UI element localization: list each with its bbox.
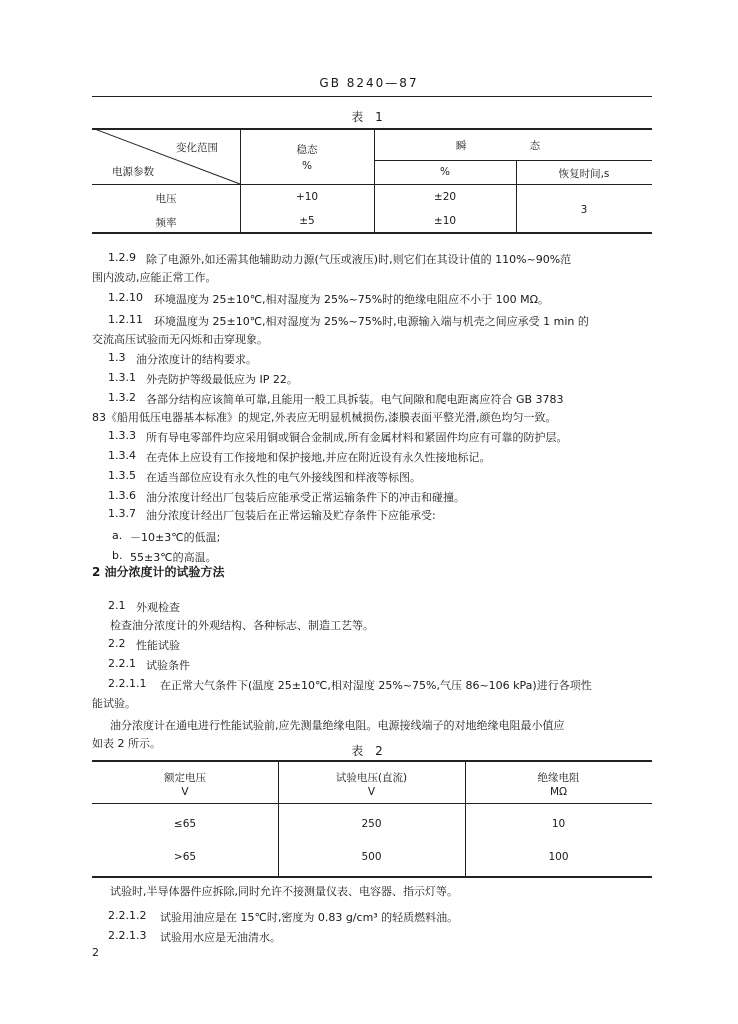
table2-cell: ≤65 xyxy=(173,818,197,830)
table1-recovery-value: 3 xyxy=(580,204,588,216)
paragraph-text: 试验用水应是无油清水。 xyxy=(160,931,281,944)
table1-caption: 表 1 xyxy=(351,110,387,124)
clause-number: b. xyxy=(112,549,123,562)
paragraph-text: 55±3℃的高温。 xyxy=(130,551,217,564)
table1-col-steady-unit: % xyxy=(302,160,312,172)
paragraph-text: 在壳体上应设有工作接地和保护接地,并应在附近设有永久性接地标记。 xyxy=(146,451,491,464)
paragraph-text: 如表 2 所示。 xyxy=(92,737,161,750)
paragraph-text: 能试验。 xyxy=(92,697,136,710)
table2-header: 绝缘电阻 xyxy=(537,772,580,784)
clause-number: 1.3.5 xyxy=(108,469,136,482)
table1-diag-top: 变化范围 xyxy=(176,142,218,154)
table2-cell: 500 xyxy=(361,851,382,863)
table2-header: 试验电压(直流) xyxy=(335,772,408,784)
paragraph-text: 在正常大气条件下(温度 25±10℃,相对湿度 25%~75%,气压 86~106 kPa)进行各项性 xyxy=(160,679,592,692)
table1-row-label: 频率 xyxy=(155,217,177,229)
table2-header-unit: V xyxy=(367,786,376,798)
paragraph-text: 油分浓度计的结构要求。 xyxy=(136,353,257,366)
clause-number: a. xyxy=(112,529,123,542)
clause-number: 2.2.1.2 xyxy=(108,909,147,922)
table2-cell: >65 xyxy=(173,851,197,863)
paragraph-text: 油分浓度计经出厂包装后应能承受正常运输条件下的冲击和碰撞。 xyxy=(146,491,465,504)
table2-header: 额定电压 xyxy=(164,772,206,784)
paragraph-text: 试验时,半导体器件应拆除,同时允许不接测量仪表、电容器、指示灯等。 xyxy=(110,885,458,898)
paragraph-text: 交流高压试验而无闪烁和击穿现象。 xyxy=(92,333,268,346)
table1-cell: ±5 xyxy=(299,215,315,227)
paragraph-text: 性能试验 xyxy=(136,639,180,652)
table2-cell: 100 xyxy=(548,851,569,863)
clause-number: 1.3.1 xyxy=(108,371,136,384)
table1-col-recovery: 恢复时间,s xyxy=(558,168,610,180)
clause-number: 2.2 xyxy=(108,637,126,650)
clause-number: 1.2.10 xyxy=(108,291,143,304)
clause-number: 1.3 xyxy=(108,351,126,364)
paragraph-text: 各部分结构应该简单可靠,且能用一般工具拆装。电气间隙和爬电距离应符合 GB 3783 xyxy=(146,393,564,406)
paragraph-text: －10±3℃的低温; xyxy=(130,531,221,544)
clause-number: 2.2.1.3 xyxy=(108,929,147,942)
table1-diag-bottom: 电源参数 xyxy=(112,166,154,178)
table1-cell: +10 xyxy=(295,191,319,203)
table1 xyxy=(92,128,652,234)
paragraph-text: 环境温度为 25±10℃,相对湿度为 25%~75%时,电源输入端与机壳之间应承受 1 min 的 xyxy=(154,315,589,328)
paragraph-text: 83《船用低压电器基本标准》的规定,外表应无明显机械损伤,漆膜表面平整光滑,颜色均匀一致。 xyxy=(92,411,557,424)
clause-number: 1.3.7 xyxy=(108,507,136,520)
paragraph-text: 环境温度为 25±10℃,相对湿度为 25%~75%时的绝缘电阻应不小于 100 MΩ。 xyxy=(154,293,550,306)
standard-number: GB 8240—87 xyxy=(319,76,419,90)
clause-number: 1.3.4 xyxy=(108,449,136,462)
header-rule xyxy=(92,96,652,97)
paragraph-text: 油分浓度计在通电进行性能试验前,应先测量绝缘电阻。电源接线端子的对地绝缘电阻最小值应 xyxy=(110,719,565,732)
page-number: 2 xyxy=(92,946,99,959)
paragraph-text: 检查油分浓度计的外观结构、各种标志、制造工艺等。 xyxy=(110,619,374,632)
table2-cell: 250 xyxy=(361,818,382,830)
table1-cell: ±10 xyxy=(433,215,457,227)
clause-number: 1.2.11 xyxy=(108,313,143,326)
clause-number: 2.2.1.1 xyxy=(108,677,147,690)
table2-header-unit: MΩ xyxy=(549,786,568,798)
table2-header-unit: V xyxy=(181,786,189,798)
table2-caption: 表 2 xyxy=(351,744,387,758)
table1-cell: ±20 xyxy=(433,191,457,203)
paragraph-text: 外壳防护等级最低应为 IP 22。 xyxy=(146,373,298,386)
table1-row-label: 电压 xyxy=(155,193,177,205)
clause-number: 1.3.3 xyxy=(108,429,136,442)
clause-number: 1.3.6 xyxy=(108,489,136,502)
paragraph-text: 在适当部位应设有永久性的电气外接线图和样液等标图。 xyxy=(146,471,421,484)
paragraph-text: 所有导电零部件均应采用铜或铜合金制成,所有金属材料和紧固件均应有可靠的防护层。 xyxy=(146,431,568,444)
table1-col-transient-pct: % xyxy=(440,166,450,178)
table1-col-steady: 稳态 xyxy=(296,144,318,156)
clause-number: 2.2.1 xyxy=(108,657,136,670)
table1-col-transient: 瞬 态 xyxy=(455,140,571,152)
section2-title: 2 油分浓度计的试验方法 xyxy=(92,565,225,579)
paragraph-text: 除了电源外,如还需其他辅助动力源(气压或液压)时,则它们在其设计值的 110%~90%范 xyxy=(146,253,572,266)
clause-number: 2.1 xyxy=(108,599,126,612)
clause-number: 1.2.9 xyxy=(108,251,136,264)
paragraph-text: 油分浓度计经出厂包装后在正常运输及贮存条件下应能承受: xyxy=(146,509,436,522)
paragraph-text: 试验条件 xyxy=(146,659,190,672)
table2 xyxy=(92,760,652,878)
paragraph-text: 外观检查 xyxy=(136,601,180,614)
paragraph-text: 试验用油应是在 15℃时,密度为 0.83 g/cm³ 的轻质燃料油。 xyxy=(160,911,459,924)
table2-cell: 10 xyxy=(551,818,566,830)
paragraph-text: 围内波动,应能正常工作。 xyxy=(92,271,217,284)
clause-number: 1.3.2 xyxy=(108,391,136,404)
